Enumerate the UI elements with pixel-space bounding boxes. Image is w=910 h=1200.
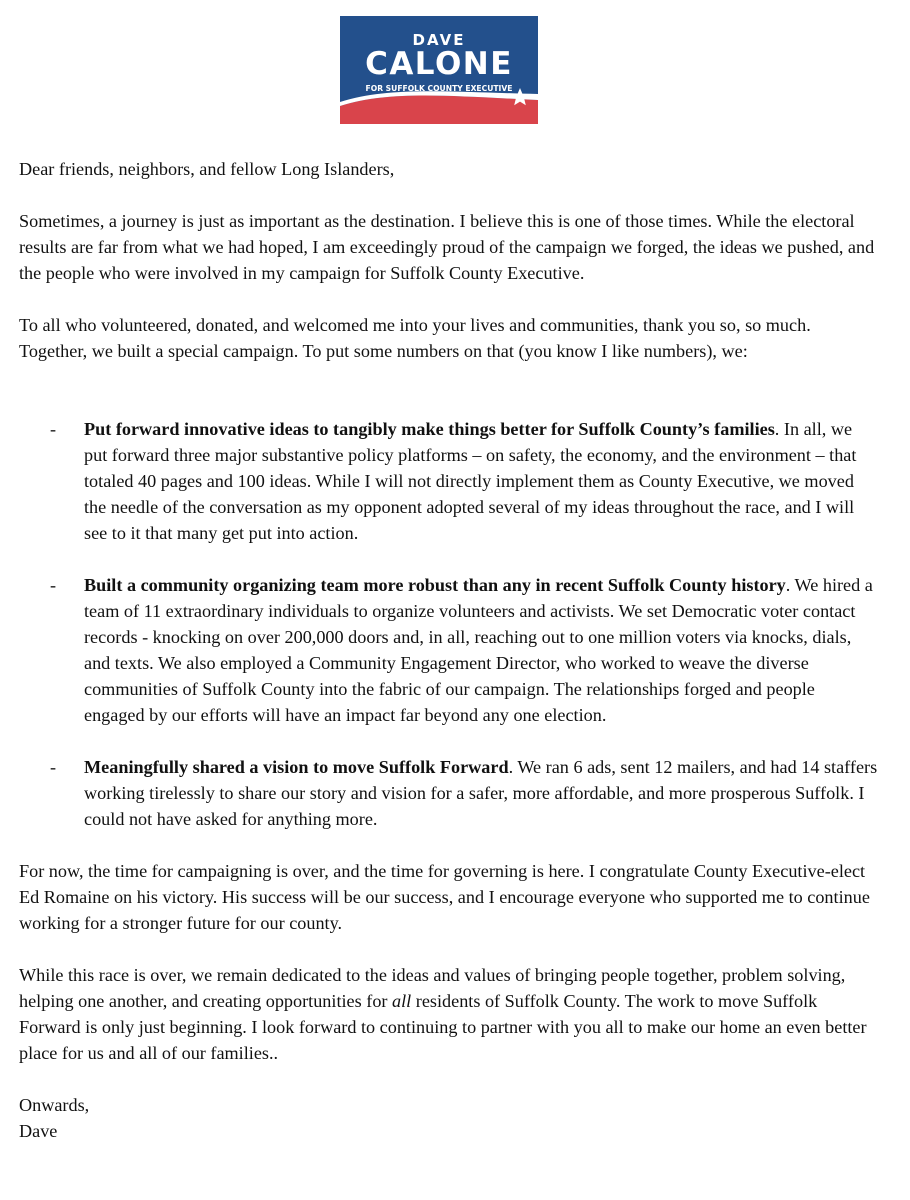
paragraph-future — [19, 962, 879, 1066]
paragraph-journey: Sometimes, a journey is just as important as the destination. I believe this is one of those times. While the electoral results are far from what we had hoped, I am exceedingly proud of the campaign we forged, the ideas we pushed, and the people who were involved in my campaign for Suffolk County Executive. — [19, 211, 875, 283]
list-item — [19, 416, 879, 546]
logo-last-name: CALONE — [365, 46, 513, 82]
closing: Onwards, — [19, 1095, 90, 1115]
paragraph-governing: For now, the time for campaigning is over, and the time for governing is here. I congratulate County Executive-elect Ed Romaine on his victory. His success will be our success, and I encourage everyone who supported me to continue working for a stronger future for our county. — [19, 861, 870, 933]
logo-red-wave — [340, 96, 538, 125]
accomplishments-list — [19, 416, 879, 832]
signoff — [19, 1092, 879, 1144]
logo-first-name: DAVE — [412, 31, 466, 49]
bullet-text: . We hired a team of 11 extraordinary individuals to organize volunteers and activists. We set Democratic voter contact records - knocking on over 200,000 doors and, in all, reaching out to one million voters via knocks, dials, and texts. We also employed a Community Engagement Director, who worked to weave the diverse communities of Suffolk County into the fabric of our campaign. The relationships forged and people engaged by our efforts will have an impact far beyond any one election. — [84, 575, 873, 725]
bullet-dash: - — [50, 419, 57, 439]
bullet-dash: - — [50, 575, 57, 595]
paragraph-thanks: To all who volunteered, donated, and welcomed me into your lives and communities, thank you so, so much. Together, we built a special campaign. To put some numbers on that (you know I like numbers), we: — [19, 315, 811, 361]
list-item — [19, 572, 879, 728]
bullet-text: . In all, we put forward three major substantive policy platforms – on safety, the economy, and the environment – that totaled 40 pages and 100 ideas. While I will not directly implement them as County Executive, we moved the needle of the conversation as my opponent adopted several of my ideas throughout the race, and I will see to it that many get put into action. — [84, 419, 857, 543]
letter-body — [19, 156, 879, 1144]
logo-graphic — [340, 16, 538, 124]
bullet-dash: - — [50, 757, 57, 777]
paragraph-future-end: residents of Suffolk County. The work to move Suffolk Forward is only just beginning. I look forward to continuing to partner with you all to make our home an even better place for us and all of our families.. — [19, 991, 867, 1063]
signature: Dave — [19, 1121, 58, 1141]
campaign-logo — [340, 16, 538, 124]
salutation: Dear friends, neighbors, and fellow Long Islanders, — [19, 159, 395, 179]
bullet-heading: Meaningfully shared a vision to move Suffolk Forward — [84, 757, 509, 777]
emphasis-all: all — [392, 991, 412, 1011]
logo-tagline: FOR SUFFOLK COUNTY EXECUTIVE — [365, 84, 513, 93]
paragraph-future-start: While this race is over, we remain dedicated to the ideas and values of bringing people together, problem solving, helping one another, and creating opportunities for — [19, 965, 846, 1011]
bullet-heading: Built a community organizing team more robust than any in recent Suffolk County history — [84, 575, 786, 595]
list-item — [19, 754, 879, 832]
bullet-text: . We ran 6 ads, sent 12 mailers, and had 14 staffers working tirelessly to share our story and vision for a safer, more affordable, and more prosperous Suffolk. I could not have asked for anything more. — [84, 757, 878, 829]
bullet-heading: Put forward innovative ideas to tangibly make things better for Suffolk County’s families — [84, 419, 775, 439]
